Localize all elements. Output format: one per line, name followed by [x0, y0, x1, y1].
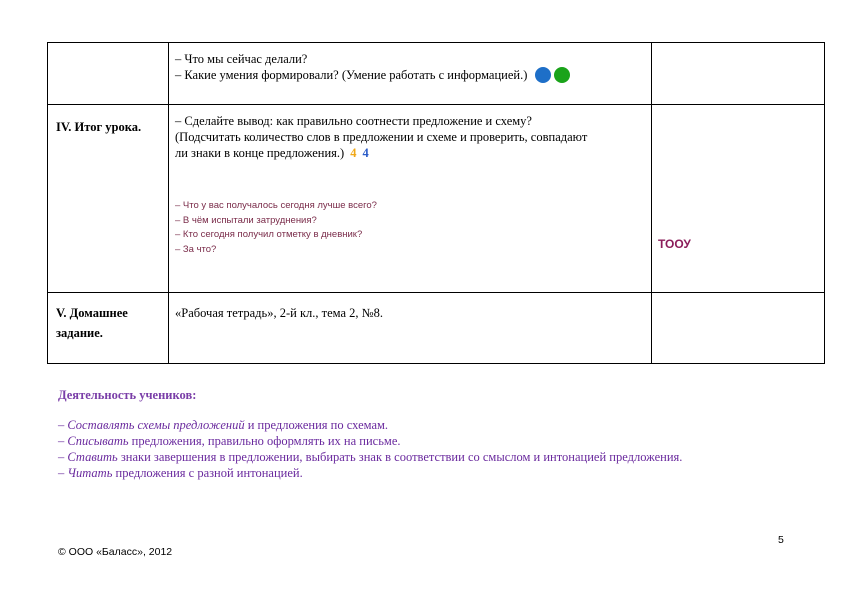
stage-label	[48, 43, 168, 55]
table-row	[48, 105, 825, 293]
question-text: – Какие умения формировали? (Умение работать с информацией.)	[175, 68, 528, 82]
stage-label: IV. Итог урока.	[56, 120, 142, 134]
stage-cell	[48, 293, 169, 364]
content-cell	[169, 43, 652, 105]
copyright-notice: © ООО «Баласс», 2012	[58, 546, 173, 558]
list-dash: –	[58, 434, 68, 448]
list-dash: –	[58, 418, 68, 432]
list-dash: –	[58, 450, 68, 464]
homework-text: «Рабочая тетрадь», 2-й кл., тема 2, №8.	[175, 306, 383, 320]
ud-cell	[652, 105, 825, 293]
ud-label: ТООУ	[658, 237, 691, 251]
question-line: – Что мы сейчас делали?	[175, 52, 308, 66]
stage-label-line: V. Домашнее	[56, 306, 128, 320]
activity-verb: Читать	[67, 466, 113, 480]
stage-label	[48, 293, 168, 343]
task-text: ли знаки в конце предложения.)	[175, 146, 345, 160]
list-item	[58, 465, 818, 481]
list-item	[58, 449, 818, 465]
activity-verb: Составлять схемы предложений	[67, 418, 245, 432]
list-item	[58, 417, 818, 433]
reflection-line: – Что у вас получалось сегодня лучше всего?	[175, 200, 377, 211]
ud-cell	[652, 43, 825, 105]
list-dash: –	[58, 466, 68, 480]
blue-circle-icon	[535, 67, 551, 83]
activity-text: предложения с разной интонацией.	[112, 466, 303, 480]
stage-cell	[48, 105, 169, 293]
table-row	[48, 43, 825, 105]
question-line	[175, 67, 645, 87]
student-activities	[58, 387, 818, 481]
task-line: (Подсчитать количество слов в предложении и схеме и проверить, совпадают	[175, 130, 588, 144]
activity-text: и предложения по схемам.	[244, 418, 389, 432]
reflection-line: – За что?	[175, 243, 217, 255]
stage-cell	[48, 43, 169, 105]
list-item	[58, 433, 818, 449]
score-number: 4	[362, 146, 369, 160]
activities-title: Деятельность учеников:	[58, 388, 197, 402]
task-line: – Сделайте вывод: как правильно соотнести предложение и схему?	[175, 114, 532, 128]
ud-cell	[652, 293, 825, 364]
lesson-table	[47, 42, 825, 364]
activity-verb: Ставить	[67, 450, 118, 464]
score-number: 4	[350, 146, 357, 160]
page-number: 5	[778, 534, 784, 546]
green-circle-icon	[554, 67, 570, 83]
reflection-line: – В чём испытали затруднения?	[175, 214, 317, 226]
traffic-light-dots	[535, 67, 573, 87]
activities-list	[58, 417, 818, 481]
task-line	[175, 145, 645, 161]
reflection-line: – Кто сегодня получил отметку в дневник?	[175, 229, 363, 240]
table-row	[48, 293, 825, 364]
activity-verb: Списывать	[67, 434, 129, 448]
reflection-questions	[175, 199, 645, 257]
content-cell	[169, 105, 652, 293]
stage-label-line: задание.	[56, 326, 103, 340]
activity-text: предложения, правильно оформлять их на письме.	[128, 434, 401, 448]
activity-text: знаки завершения в предложении, выбирать знак в соответствии со смыслом и интонацией предложения.	[117, 450, 683, 464]
content-cell	[169, 293, 652, 364]
